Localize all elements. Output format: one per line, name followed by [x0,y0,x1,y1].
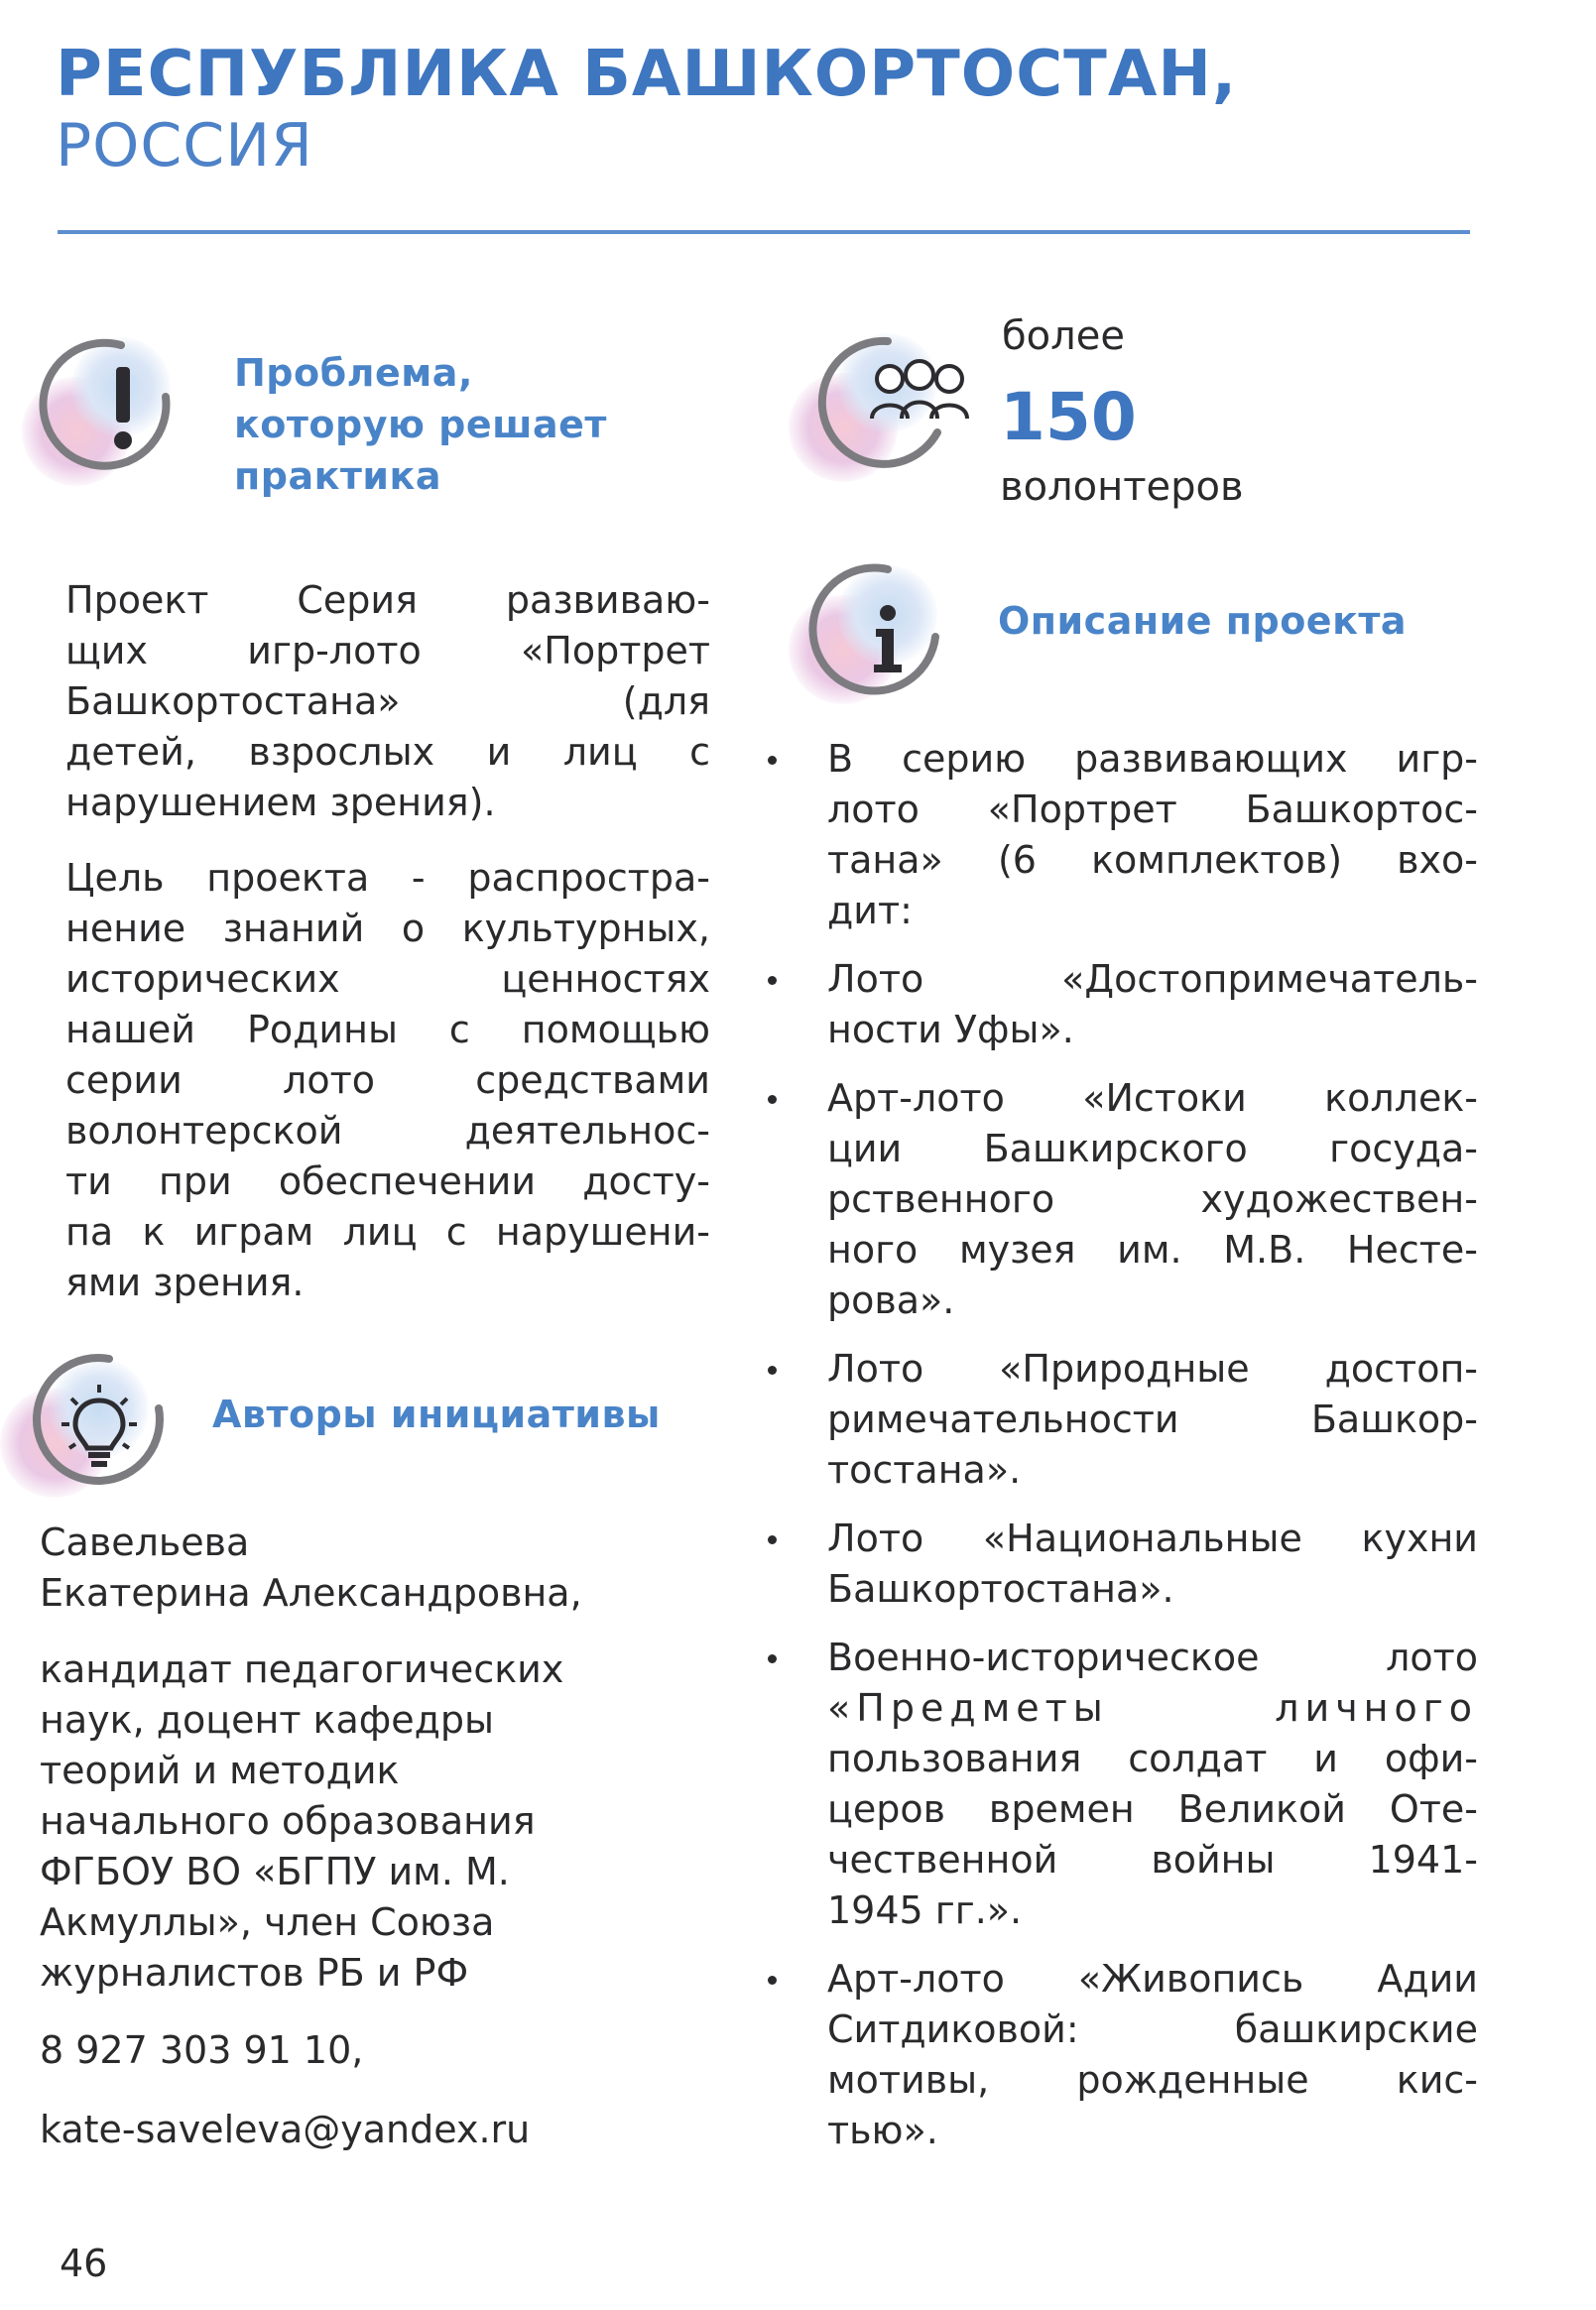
bullet-icon [768,1976,777,1985]
text-line: Екатерина Александровна, [40,1571,582,1615]
problem-paragraph-1 [65,575,710,828]
text-line: тостана». [827,1448,1022,1492]
bullet-icon [768,1654,777,1663]
text-line: Лото «Природные достоп- [827,1347,1478,1391]
text-line: Военно-историческое лото [827,1636,1478,1679]
text-line: мотивы, рожденные кис- [827,2058,1478,2102]
list-item [764,1633,1478,1936]
text-line: ями зрения. [65,1261,305,1304]
list-item [764,1073,1478,1326]
text-line: лото «Портрет Башкортос- [827,788,1478,831]
authors-heading: Авторы инициативы [212,1393,661,1436]
text-line: тана» (6 комплектов) вхо- [827,838,1478,882]
author-phone: 8 927 303 91 10, [40,2028,364,2072]
people-icon [789,323,937,472]
bullet-icon [768,1366,777,1375]
author-position [40,1644,714,1999]
exclamation-icon [22,327,171,476]
text-line: Арт-лото «Живопись Адии [827,1957,1478,2001]
text-line: ции Башкирского госуда- [827,1127,1478,1170]
author-email: kate-saveleva@yandex.ru [40,2108,531,2151]
problem-heading-line: Проблема, [234,351,473,395]
text-line: церов времен Великой Оте- [827,1787,1478,1831]
text-line: Савельева [40,1520,250,1564]
volunteers-prefix: более [1002,313,1125,359]
author-name [40,1518,714,1619]
page-subtitle: РОССИЯ [56,111,313,181]
page-number: 46 [60,2242,108,2285]
list-item [764,1514,1478,1615]
header-divider [58,230,1470,234]
list-item [764,954,1478,1055]
text-line: нение знаний о культурных, [65,907,710,950]
text-line: Ситдиковой: башкирские [827,2007,1478,2051]
text-line: нарушением зрения). [65,781,496,824]
text-line: Лото «Достопримечатель- [827,957,1478,1001]
text-line: журналистов РБ и РФ [40,1951,469,1995]
text-line: Лото «Национальные кухни [827,1517,1478,1560]
text-line: дит: [827,889,913,932]
text-line: начального образования [40,1799,536,1843]
text-line: ности Уфы». [827,1008,1074,1051]
text-line: исторических ценностях [65,957,710,1001]
text-line: «Предметы личного [827,1686,1478,1730]
text-line: кандидат педагогических [40,1647,564,1691]
text-line: чественной войны 1941- [827,1838,1478,1882]
text-line: рова». [827,1278,955,1322]
text-line: Акмуллы», член Союза [40,1900,495,1944]
page-title: РЕСПУБЛИКА БАШКОРТОСТАН, [56,38,1238,111]
text-line: серии лото средствами [65,1058,710,1102]
description-heading: Описание проекта [998,599,1408,643]
text-line: пользования солдат и офи- [827,1737,1478,1780]
text-line: ти при обеспечении досту- [65,1159,710,1203]
text-line: тью». [827,2109,938,2152]
text-line: детей, взрослых и лиц с [65,730,710,774]
description-list [764,734,1478,2174]
problem-heading-line: практика [234,454,441,498]
text-line: щих игр-лото «Портрет [65,629,710,672]
bullet-icon [768,1535,777,1544]
info-icon [789,555,937,704]
bullet-icon [768,1095,777,1104]
text-line: 1945 гг.». [827,1888,1023,1932]
text-line: Башкортостана». [827,1567,1174,1611]
text-line: Башкортостана» (для [65,679,710,723]
problem-heading-line: которую решает [234,403,607,446]
problem-paragraph-2 [65,853,710,1308]
text-line: нашей Родины с помощью [65,1008,710,1051]
lightbulb-icon [0,1349,149,1498]
text-line: ФГБОУ ВО «БГПУ им. М. [40,1850,510,1893]
list-item [764,1344,1478,1496]
list-item [764,734,1478,936]
list-item [764,1954,1478,2156]
text-line: рственного художествен- [827,1177,1478,1221]
text-line: теорий и методик [40,1749,400,1792]
text-line: Арт-лото «Истоки коллек- [827,1076,1478,1120]
volunteers-label: волонтеров [1000,464,1244,510]
problem-heading [234,347,607,502]
volunteers-count: 150 [1000,379,1137,455]
text-line: Цель проекта - распростра- [65,856,710,900]
bullet-icon [768,976,777,985]
text-line: Проект Серия развиваю- [65,578,710,622]
text-line: па к играм лиц с нарушени- [65,1210,710,1254]
bullet-icon [768,756,777,765]
text-line: В серию развивающих игр- [827,737,1478,781]
text-line: римечательности Башкор- [827,1398,1478,1441]
text-line: наук, доцент кафедры [40,1698,495,1742]
text-line: волонтерской деятельнос- [65,1109,710,1153]
text-line: ного музея им. М.В. Несте- [827,1228,1478,1272]
